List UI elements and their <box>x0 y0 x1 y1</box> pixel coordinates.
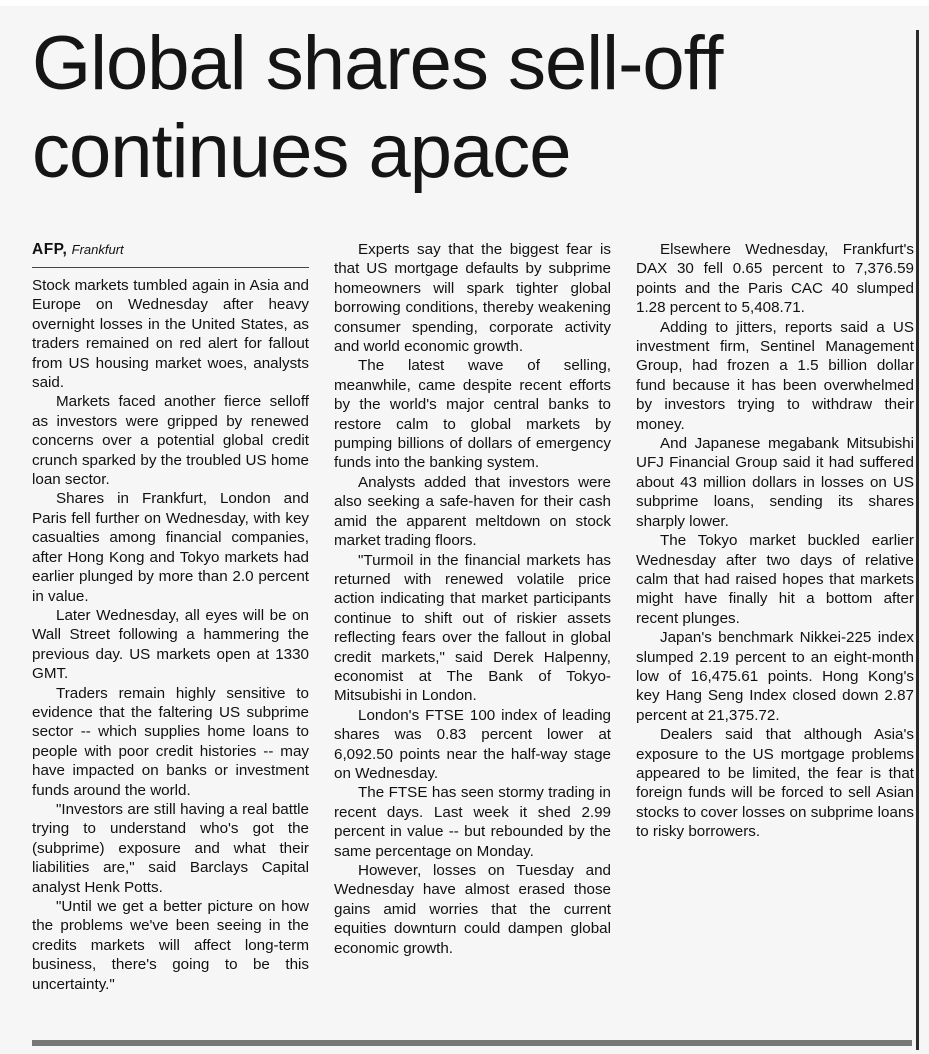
article-column-3 <box>636 240 914 842</box>
paragraph: London's FTSE 100 index of leading shares was 0.83 percent lower at 6,092.50 points near the half-way stage on Wednesday. <box>334 706 611 782</box>
paragraph: Shares in Frankfurt, London and Paris fell further on Wednesday, with key casualties among financial companies, after Hong Kong and Tokyo markets had earlier plunged by more than 2.0 percent in value. <box>32 490 309 605</box>
paragraph: Traders remain highly sensitive to evidence that the faltering US subprime sector -- which supplies home loans to people with poor credit histories -- may have impacted on banks or investment funds around the world. <box>32 684 309 799</box>
paragraph: However, losses on Tuesday and Wednesday have almost erased those gains amid worries that the current equities downturn could dampen global economic growth. <box>334 862 611 957</box>
headline-line-1: Global shares sell-off <box>32 21 723 106</box>
headline <box>32 20 912 196</box>
paragraph: Experts say that the biggest fear is that US mortgage defaults by subprime homeowners will spark tighter global borrowing conditions, thereby weakening consumer spending, corporate activity and world economic growth. <box>334 241 611 356</box>
paragraph: And Japanese megabank Mitsubishi UFJ Financial Group said it had suffered about 43 million dollars in losses on US subprime loans, sending its shares sharply lower. <box>636 435 914 530</box>
byline-divider <box>32 267 309 268</box>
paragraph: Elsewhere Wednesday, Frankfurt's DAX 30 fell 0.65 percent to 7,376.59 points and the Paris CAC 40 slumped 1.28 percent to 5,408.71. <box>636 241 914 317</box>
headline-line-2: continues apace <box>32 109 571 194</box>
byline-city: Frankfurt <box>71 242 124 257</box>
paragraph: Japan's benchmark Nikkei-225 index slumped 2.19 percent to an eight-month low of 16,475.61 points. Hong Kong's key Hang Seng Index closed down 2.87 percent at 21,375.72. <box>636 629 914 724</box>
paragraph: Adding to jitters, reports said a US investment firm, Sentinel Management Group, had frozen a 1.5 billion dollar fund because it has been overwhelmed by investors trying to withdraw their money. <box>636 318 914 433</box>
paragraph: "Until we get a better picture on how the problems we've been seeing in the credits markets will affect long-term business, there's going to be this uncertainty." <box>32 898 309 993</box>
paragraph: The Tokyo market buckled earlier Wednesday after two days of relative calm that had raised hopes that markets might have finally hit a bottom after recent plunges. <box>636 532 914 627</box>
paragraph: The FTSE has seen stormy trading in recent days. Last week it shed 2.99 percent in value -- but rebounded by the same percentage on Monday. <box>334 784 611 860</box>
paragraph: Stock markets tumbled again in Asia and Europe on Wednesday after heavy overnight losses in the United States, as traders remained on red alert for fallout from US housing market woes, analysts said. <box>32 277 309 392</box>
article-column-2 <box>334 240 611 958</box>
paragraph: "Investors are still having a real battle trying to understand who's got the (subprime) exposure and what their liabilities are," said Barclays Capital analyst Henk Potts. <box>32 800 309 896</box>
bottom-rule <box>32 1040 912 1046</box>
article-column-1 <box>32 240 309 994</box>
paragraph: Analysts added that investors were also seeking a safe-haven for their cash amid the apparent meltdown on stock market trading floors. <box>334 473 611 550</box>
byline <box>32 240 309 260</box>
paragraph: Later Wednesday, all eyes will be on Wall Street following a hammering the previous day. US markets open at 1330 GMT. <box>32 606 309 683</box>
top-margin <box>0 0 929 6</box>
paragraph: Markets faced another fierce selloff as investors were gripped by renewed concerns over a potential global credit crunch sparked by the troubled US home loan sector. <box>32 393 309 489</box>
paragraph: The latest wave of selling, meanwhile, came despite recent efforts by the world's major central banks to restore calm to global markets by pumping billions of dollars of emergency funds into the banking system. <box>334 357 611 472</box>
paragraph: "Turmoil in the financial markets has returned with renewed volatile price action indicating that market participants continue to shift out of riskier assets reflecting fears over the fallout in global credit markets," said Derek Halpenny, economist at The Bank of Tokyo-Mitsubishi in London. <box>334 551 611 705</box>
paragraph: Dealers said that although Asia's exposure to the US mortgage problems appeared to be limited, the fear is that foreign funds will be forced to sell Asian stocks to cover losses on subprime loans to risky borrowers. <box>636 726 914 841</box>
right-column-rule <box>916 30 919 1050</box>
byline-source: AFP, <box>32 241 68 258</box>
